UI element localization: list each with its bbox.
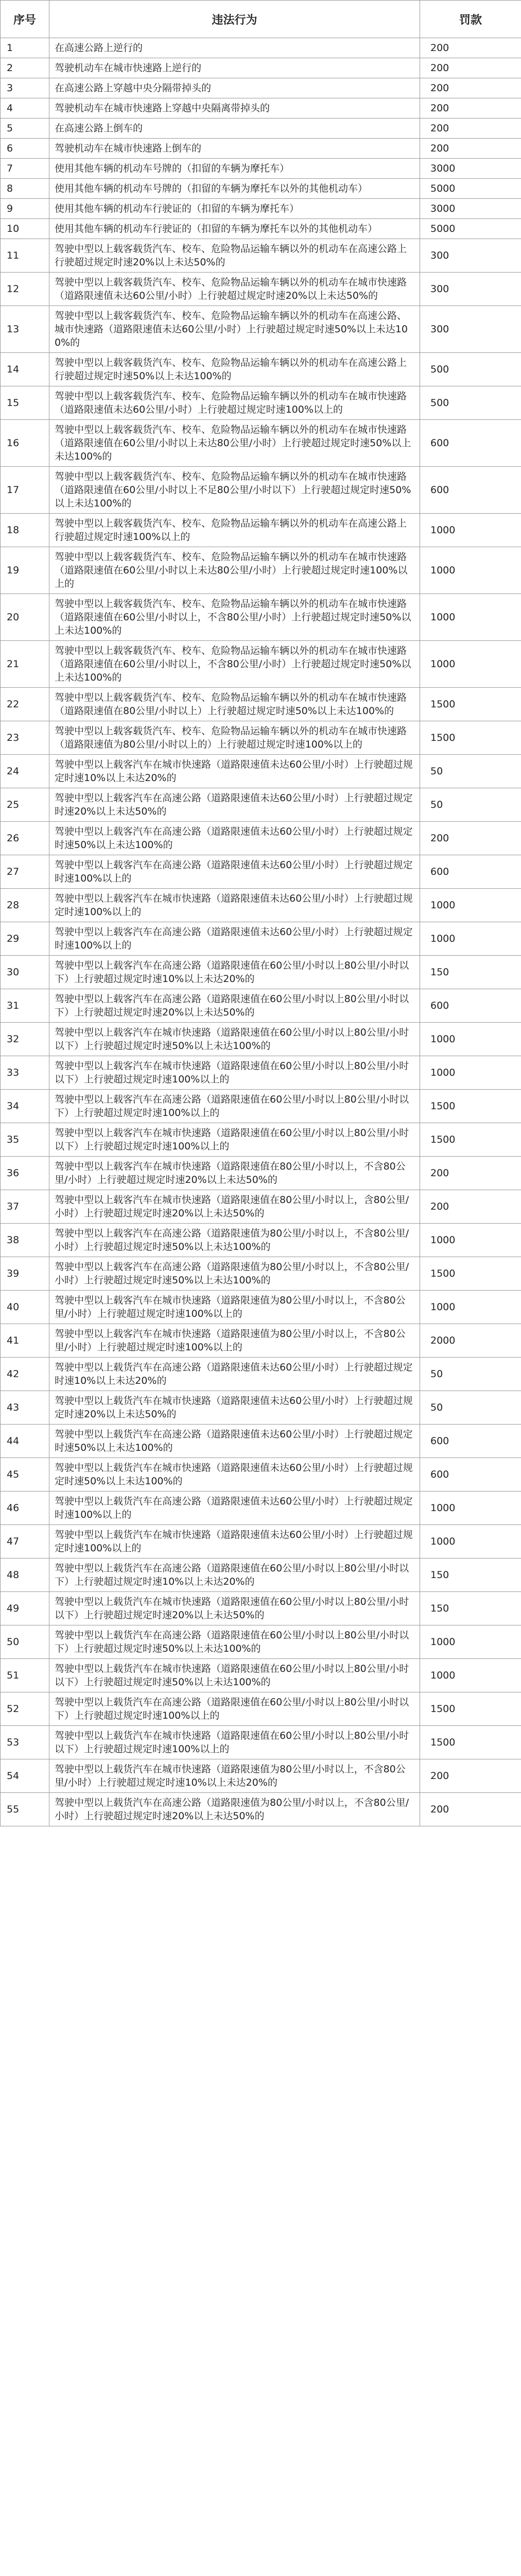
row-serial-number: 16 [1,420,49,467]
row-violation-text: 驾驶中型以上载货汽车在城市快速路（道路限速值在60公里/小时以上80公里/小时以下）上行驶超过规定时速50%以上未达100%的 [49,1659,420,1692]
row-violation-text: 驾驶中型以上载客载货汽车、校车、危险物品运输车辆以外的机动车在高速公路上行驶超过规定时速50%以上未达100%的 [49,353,420,386]
row-fine-amount: 200 [420,822,521,855]
table-row [1,1224,521,1257]
row-serial-number: 44 [1,1425,49,1458]
table-row [1,1358,521,1391]
table-row [1,1157,521,1190]
table-row [1,1692,521,1726]
row-violation-text: 驾驶中型以上载货汽车在城市快速路（道路限速值未达60公里/小时）上行驶超过规定时速20%以上未达50%的 [49,1391,420,1425]
row-violation-text: 驾驶中型以上载客载货汽车、校车、危险物品运输车辆以外的机动车在城市快速路（道路限速值为80公里/小时以上的）上行驶超过规定时速100%以上的 [49,721,420,755]
row-serial-number: 46 [1,1492,49,1525]
row-fine-amount: 1500 [420,1257,521,1291]
row-serial-number: 29 [1,922,49,956]
row-violation-text: 使用其他车辆的机动车号牌的（扣留的车辆为摩托车以外的其他机动车） [49,179,420,199]
row-serial-number: 26 [1,822,49,855]
table-row [1,989,521,1023]
row-fine-amount: 5000 [420,219,521,239]
table-row [1,179,521,199]
row-fine-amount: 200 [420,139,521,159]
header-fine: 罚款 [420,1,521,38]
row-fine-amount: 1000 [420,922,521,956]
row-serial-number: 52 [1,1692,49,1726]
row-violation-text: 驾驶中型以上载货汽车在城市快速路（道路限速值在60公里/小时以上80公里/小时以下）上行驶超过规定时速100%以上的 [49,1726,420,1759]
row-violation-text: 驾驶中型以上载货汽车在高速公路（道路限速值未达60公里/小时）上行驶超过规定时速10%以上未达20%的 [49,1358,420,1391]
row-violation-text: 驾驶中型以上载客汽车在高速公路（道路限速值在60公里/小时以上80公里/小时以下）上行驶超过规定时速10%以上未达20%的 [49,956,420,989]
row-serial-number: 54 [1,1759,49,1793]
row-violation-text: 驾驶中型以上载货汽车在高速公路（道路限速值在60公里/小时以上80公里/小时以下）上行驶超过规定时速50%以上未达100%的 [49,1625,420,1659]
row-fine-amount: 1000 [420,1224,521,1257]
row-serial-number: 5 [1,118,49,139]
row-serial-number: 31 [1,989,49,1023]
table-row [1,58,521,78]
table-row [1,1592,521,1625]
row-serial-number: 9 [1,199,49,219]
row-fine-amount: 500 [420,386,521,420]
table-body [1,38,521,1826]
row-violation-text: 驾驶中型以上载客载货汽车、校车、危险物品运输车辆以外的机动车在城市快速路（道路限速值在60公里/小时以上未达80公里/小时）上行驶超过规定时速50%以上未达100%的 [49,420,420,467]
row-serial-number: 23 [1,721,49,755]
table-row [1,219,521,239]
row-serial-number: 40 [1,1291,49,1324]
row-violation-text: 驾驶机动车在城市快速路上逆行的 [49,58,420,78]
row-serial-number: 4 [1,98,49,118]
row-violation-text: 在高速公路上逆行的 [49,38,420,58]
row-fine-amount: 1000 [420,1492,521,1525]
row-violation-text: 驾驶中型以上载客载货汽车、校车、危险物品运输车辆以外的机动车在城市快速路（道路限速值在80公里/小时以上）上行驶超过规定时速50%以上未达100%的 [49,688,420,721]
row-serial-number: 50 [1,1625,49,1659]
row-fine-amount: 200 [420,78,521,98]
table-row [1,420,521,467]
row-serial-number: 51 [1,1659,49,1692]
table-row [1,1023,521,1056]
row-serial-number: 7 [1,159,49,179]
row-serial-number: 13 [1,306,49,353]
row-fine-amount: 1000 [420,514,521,547]
row-violation-text: 驾驶中型以上载客载货汽车、校车、危险物品运输车辆以外的机动车在城市快速路（道路限速值在60公里/小时以上，不含80公里/小时）上行驶超过规定时速50%以上未达100%的 [49,594,420,641]
row-fine-amount: 150 [420,1558,521,1592]
table-header [1,1,521,38]
table-row [1,159,521,179]
row-violation-text: 驾驶机动车在城市快速路上倒车的 [49,139,420,159]
row-serial-number: 6 [1,139,49,159]
row-fine-amount: 2000 [420,1324,521,1358]
row-fine-amount: 1000 [420,594,521,641]
row-serial-number: 10 [1,219,49,239]
table-row [1,78,521,98]
row-serial-number: 1 [1,38,49,58]
table-row [1,688,521,721]
row-fine-amount: 200 [420,118,521,139]
row-serial-number: 53 [1,1726,49,1759]
table-row [1,1458,521,1492]
row-violation-text: 驾驶中型以上载客载货汽车、校车、危险物品运输车辆以外的机动车在城市快速路（道路限速值在60公里/小时以上未达80公里/小时）上行驶超过规定时速100%以上的 [49,547,420,594]
row-serial-number: 33 [1,1056,49,1090]
table-row [1,721,521,755]
header-row [1,1,521,38]
row-violation-text: 驾驶中型以上载货汽车在城市快速路（道路限速值未达60公里/小时）上行驶超过规定时速100%以上的 [49,1525,420,1558]
row-fine-amount: 1500 [420,1123,521,1157]
row-violation-text: 驾驶中型以上载客汽车在高速公路（道路限速值为80公里/小时以上，不含80公里/小时）上行驶超过规定时速50%以上未达100%的 [49,1257,420,1291]
row-serial-number: 48 [1,1558,49,1592]
row-fine-amount: 50 [420,1358,521,1391]
row-serial-number: 28 [1,889,49,922]
row-serial-number: 12 [1,273,49,306]
row-fine-amount: 1000 [420,1023,521,1056]
table-row [1,1123,521,1157]
table-row [1,1726,521,1759]
table-row [1,1425,521,1458]
row-serial-number: 43 [1,1391,49,1425]
table-row [1,1257,521,1291]
row-violation-text: 驾驶中型以上载客汽车在城市快速路（道路限速值在80公里/小时以上，不含80公里/小时）上行驶超过规定时速20%以上未达50%的 [49,1157,420,1190]
table-row [1,956,521,989]
row-violation-text: 驾驶中型以上载客汽车在高速公路（道路限速值未达60公里/小时）上行驶超过规定时速50%以上未达100%的 [49,822,420,855]
row-serial-number: 20 [1,594,49,641]
table-row [1,822,521,855]
row-fine-amount: 200 [420,58,521,78]
row-violation-text: 驾驶中型以上载客汽车在高速公路（道路限速值在60公里/小时以上80公里/小时以下）上行驶超过规定时速100%以上的 [49,1090,420,1123]
row-serial-number: 55 [1,1793,49,1826]
table-row [1,1492,521,1525]
table-row [1,98,521,118]
table-row [1,467,521,514]
table-row [1,1558,521,1592]
table-row [1,788,521,822]
row-violation-text: 驾驶中型以上载客载货汽车、校车、危险物品运输车辆以外的机动车在高速公路上行驶超过规定时速100%以上的 [49,514,420,547]
header-serial-number: 序号 [1,1,49,38]
row-violation-text: 驾驶中型以上载货汽车在高速公路（道路限速值未达60公里/小时）上行驶超过规定时速100%以上的 [49,1492,420,1525]
row-violation-text: 驾驶中型以上载货汽车在城市快速路（道路限速值在60公里/小时以上80公里/小时以下）上行驶超过规定时速20%以上未达50%的 [49,1592,420,1625]
row-violation-text: 驾驶中型以上载客汽车在高速公路（道路限速值未达60公里/小时）上行驶超过规定时速100%以上的 [49,855,420,889]
table-row [1,239,521,273]
row-serial-number: 17 [1,467,49,514]
row-fine-amount: 50 [420,755,521,788]
row-violation-text: 驾驶中型以上载客汽车在高速公路（道路限速值未达60公里/小时）上行驶超过规定时速100%以上的 [49,922,420,956]
row-serial-number: 14 [1,353,49,386]
row-fine-amount: 1000 [420,1525,521,1558]
table-row [1,273,521,306]
table-row [1,547,521,594]
table-row [1,1793,521,1826]
row-fine-amount: 1000 [420,547,521,594]
table-row [1,38,521,58]
row-fine-amount: 200 [420,1157,521,1190]
row-serial-number: 47 [1,1525,49,1558]
row-serial-number: 25 [1,788,49,822]
row-serial-number: 32 [1,1023,49,1056]
row-serial-number: 11 [1,239,49,273]
row-fine-amount: 1000 [420,641,521,688]
row-serial-number: 22 [1,688,49,721]
row-fine-amount: 1000 [420,1659,521,1692]
row-fine-amount: 1500 [420,1726,521,1759]
table-row [1,594,521,641]
header-violation: 违法行为 [49,1,420,38]
row-serial-number: 37 [1,1190,49,1224]
row-violation-text: 驾驶中型以上载客载货汽车、校车、危险物品运输车辆以外的机动车在城市快速路（道路限速值未达60公里/小时）上行驶超过规定时速20%以上未达50%的 [49,273,420,306]
row-serial-number: 21 [1,641,49,688]
row-fine-amount: 600 [420,1425,521,1458]
row-serial-number: 18 [1,514,49,547]
row-violation-text: 驾驶中型以上载货汽车在高速公路（道路限速值为80公里/小时以上，不含80公里/小时）上行驶超过规定时速20%以上未达50%的 [49,1793,420,1826]
row-fine-amount: 3000 [420,159,521,179]
row-serial-number: 24 [1,755,49,788]
row-serial-number: 36 [1,1157,49,1190]
table-row [1,353,521,386]
row-violation-text: 在高速公路上穿越中央分隔带掉头的 [49,78,420,98]
row-violation-text: 驾驶中型以上载货汽车在高速公路（道路限速值在60公里/小时以上80公里/小时以下）上行驶超过规定时速100%以上的 [49,1692,420,1726]
row-violation-text: 驾驶中型以上载客汽车在城市快速路（道路限速值在60公里/小时以上80公里/小时以下）上行驶超过规定时速100%以上的 [49,1056,420,1090]
row-fine-amount: 1500 [420,1090,521,1123]
row-fine-amount: 50 [420,1391,521,1425]
row-fine-amount: 50 [420,788,521,822]
row-serial-number: 19 [1,547,49,594]
row-violation-text: 驾驶中型以上载客载货汽车、校车、危险物品运输车辆以外的机动车在城市快速路（道路限速值在60公里/小时以上不足80公里/小时以下）上行驶超过规定时速50%以上未达100%的 [49,467,420,514]
table-row [1,139,521,159]
row-serial-number: 49 [1,1592,49,1625]
row-fine-amount: 200 [420,38,521,58]
row-fine-amount: 200 [420,1793,521,1826]
row-serial-number: 15 [1,386,49,420]
row-fine-amount: 1500 [420,1692,521,1726]
row-fine-amount: 1000 [420,1291,521,1324]
row-serial-number: 34 [1,1090,49,1123]
table-row [1,1759,521,1793]
row-violation-text: 使用其他车辆的机动车行驶证的（扣留的车辆为摩托车） [49,199,420,219]
table-row [1,855,521,889]
table-row [1,1190,521,1224]
table-row [1,1391,521,1425]
row-fine-amount: 500 [420,353,521,386]
row-violation-text: 使用其他车辆的机动车号牌的（扣留的车辆为摩托车） [49,159,420,179]
row-fine-amount: 200 [420,1759,521,1793]
row-violation-text: 驾驶中型以上载客汽车在高速公路（道路限速值为80公里/小时以上，不含80公里/小时）上行驶超过规定时速50%以上未达100%的 [49,1224,420,1257]
row-violation-text: 驾驶中型以上载客汽车在城市快速路（道路限速值在80公里/小时以上，含80公里/小时）上行驶超过规定时速20%以上未达50%的 [49,1190,420,1224]
table-row [1,1625,521,1659]
row-violation-text: 驾驶中型以上载货汽车在高速公路（道路限速值未达60公里/小时）上行驶超过规定时速50%以上未达100%的 [49,1425,420,1458]
table-row [1,1324,521,1358]
row-fine-amount: 150 [420,956,521,989]
row-fine-amount: 1000 [420,1056,521,1090]
table-row [1,1291,521,1324]
row-violation-text: 驾驶中型以上载货汽车在城市快速路（道路限速值未达60公里/小时）上行驶超过规定时速50%以上未达100%的 [49,1458,420,1492]
row-violation-text: 使用其他车辆的机动车行驶证的（扣留的车辆为摩托车以外的其他机动车） [49,219,420,239]
row-violation-text: 在高速公路上倒车的 [49,118,420,139]
row-violation-text: 驾驶中型以上载客汽车在高速公路（道路限速值未达60公里/小时）上行驶超过规定时速20%以上未达50%的 [49,788,420,822]
row-serial-number: 41 [1,1324,49,1358]
row-serial-number: 2 [1,58,49,78]
row-violation-text: 驾驶机动车在城市快速路上穿越中央隔离带掉头的 [49,98,420,118]
row-serial-number: 8 [1,179,49,199]
row-fine-amount: 200 [420,1190,521,1224]
row-fine-amount: 1500 [420,721,521,755]
table-row [1,1659,521,1692]
row-violation-text: 驾驶中型以上载客载货汽车、校车、危险物品运输车辆以外的机动车在城市快速路（道路限速值在60公里/小时以上，不含80公里/小时）上行驶超过规定时速50%以上未达100%的 [49,641,420,688]
row-fine-amount: 300 [420,239,521,273]
row-serial-number: 38 [1,1224,49,1257]
row-violation-text: 驾驶中型以上载客汽车在城市快速路（道路限速值未达60公里/小时）上行驶超过规定时速100%以上的 [49,889,420,922]
table-row [1,641,521,688]
row-violation-text: 驾驶中型以上载客汽车在城市快速路（道路限速值在60公里/小时以上80公里/小时以下）上行驶超过规定时速50%以上未达100%的 [49,1023,420,1056]
row-violation-text: 驾驶中型以上载客汽车在城市快速路（道路限速值未达60公里/小时）上行驶超过规定时速10%以上未达20%的 [49,755,420,788]
row-fine-amount: 600 [420,989,521,1023]
row-serial-number: 27 [1,855,49,889]
row-fine-amount: 1000 [420,889,521,922]
table-row [1,922,521,956]
row-fine-amount: 300 [420,273,521,306]
row-fine-amount: 1000 [420,1625,521,1659]
row-violation-text: 驾驶中型以上载客汽车在城市快速路（道路限速值为80公里/小时以上，不含80公里/小时）上行驶超过规定时速100%以上的 [49,1291,420,1324]
row-serial-number: 45 [1,1458,49,1492]
row-fine-amount: 600 [420,855,521,889]
row-fine-amount: 1500 [420,688,521,721]
table-row [1,514,521,547]
row-fine-amount: 150 [420,1592,521,1625]
row-serial-number: 3 [1,78,49,98]
row-serial-number: 39 [1,1257,49,1291]
row-violation-text: 驾驶中型以上载货汽车在城市快速路（道路限速值为80公里/小时以上，不含80公里/小时）上行驶超过规定时速10%以上未达20%的 [49,1759,420,1793]
table-row [1,199,521,219]
table-row [1,306,521,353]
row-fine-amount: 600 [420,420,521,467]
table-row [1,1056,521,1090]
row-violation-text: 驾驶中型以上载客载货汽车、校车、危险物品运输车辆以外的机动车在高速公路上行驶超过规定时速20%以上未达50%的 [49,239,420,273]
table-row [1,118,521,139]
row-fine-amount: 5000 [420,179,521,199]
row-fine-amount: 600 [420,467,521,514]
table-row [1,1090,521,1123]
row-violation-text: 驾驶中型以上载客汽车在高速公路（道路限速值在60公里/小时以上80公里/小时以下）上行驶超过规定时速20%以上未达50%的 [49,989,420,1023]
row-violation-text: 驾驶中型以上载客载货汽车、校车、危险物品运输车辆以外的机动车在高速公路、城市快速路（道路限速值未达60公里/小时）上行驶超过规定时速50%以上未达100%的 [49,306,420,353]
row-fine-amount: 3000 [420,199,521,219]
row-violation-text: 驾驶中型以上载客汽车在城市快速路（道路限速值在60公里/小时以上80公里/小时以下）上行驶超过规定时速100%以上的 [49,1123,420,1157]
row-fine-amount: 600 [420,1458,521,1492]
row-fine-amount: 300 [420,306,521,353]
table-row [1,889,521,922]
row-serial-number: 42 [1,1358,49,1391]
row-serial-number: 30 [1,956,49,989]
table-row [1,1525,521,1558]
row-fine-amount: 200 [420,98,521,118]
row-violation-text: 驾驶中型以上载客汽车在城市快速路（道路限速值为80公里/小时以上，不含80公里/小时）上行驶超过规定时速100%以上的 [49,1324,420,1358]
table-row [1,755,521,788]
table-row [1,386,521,420]
row-serial-number: 35 [1,1123,49,1157]
row-violation-text: 驾驶中型以上载客载货汽车、校车、危险物品运输车辆以外的机动车在城市快速路（道路限速值未达60公里/小时）上行驶超过规定时速100%以上的 [49,386,420,420]
row-violation-text: 驾驶中型以上载货汽车在高速公路（道路限速值在60公里/小时以上80公里/小时以下）上行驶超过规定时速10%以上未达20%的 [49,1558,420,1592]
